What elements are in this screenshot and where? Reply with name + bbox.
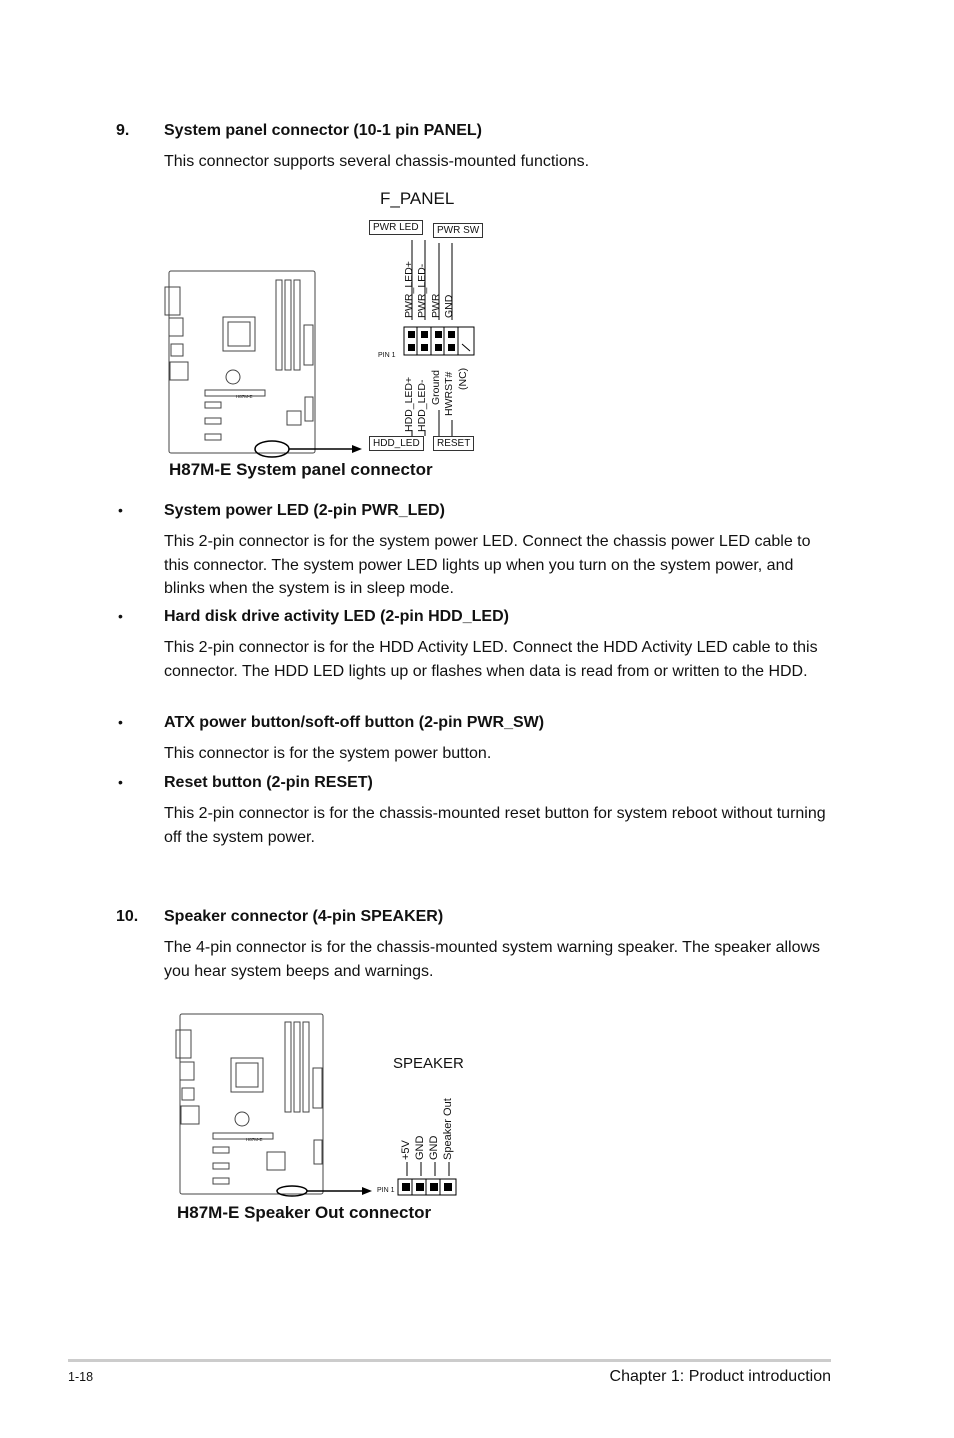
section-9-intro: This connector supports several chassis-mounted functions.	[164, 153, 590, 170]
board-silkscreen-label-bottom: H87M-E	[246, 1137, 263, 1142]
pin-label-ground: Ground	[430, 369, 442, 405]
pwr-led-group-label: PWR LED	[369, 220, 423, 235]
pin-label-pwr-led-plus: PWR_LED+	[403, 261, 415, 318]
speaker-pin-label-5v: +5V	[400, 1140, 412, 1160]
bullet-marker: •	[118, 774, 123, 790]
speaker-pin-header	[398, 1179, 456, 1195]
bullet-title-hdd-led: Hard disk drive activity LED (2-pin HDD_LED)	[164, 608, 509, 625]
pin-label-hwrst: HWRST#	[443, 371, 455, 416]
section-10-number: 10.	[116, 908, 139, 925]
speaker-pin1-label: PIN 1	[377, 1187, 395, 1194]
section-9-title: System panel connector (10-1 pin PANEL)	[164, 122, 482, 139]
pin-label-gnd: GND	[443, 294, 455, 318]
f-panel-connector-name: F_PANEL	[380, 189, 455, 208]
f-panel-caption: H87M-E System panel connector	[169, 460, 433, 479]
pin-label-nc: (NC)	[457, 367, 469, 390]
pin-label-hdd-led-plus: HDD_LED+	[403, 376, 415, 432]
f-panel-pin1-label: PIN 1	[378, 352, 396, 359]
chapter-title: Chapter 1: Product introduction	[609, 1368, 831, 1385]
section-9-number: 9.	[116, 122, 130, 139]
board-silkscreen-label-top: H87M-E	[236, 394, 253, 399]
speaker-caption: H87M-E Speaker Out connector	[177, 1203, 432, 1222]
pin-label-pwr-led-minus: PWR_LED-	[416, 263, 428, 318]
f-panel-pin-header	[404, 327, 474, 355]
section-10-title: Speaker connector (4-pin SPEAKER)	[164, 908, 444, 925]
speaker-connector-name: SPEAKER	[393, 1055, 464, 1072]
bullet-title-pwr-sw: ATX power button/soft-off button (2-pin PWR_SW)	[164, 714, 545, 731]
pwr-sw-group-label: PWR SW	[433, 223, 483, 238]
bullet-marker: •	[118, 502, 123, 518]
bullet-title-pwr-led: System power LED (2-pin PWR_LED)	[164, 502, 445, 519]
speaker-pin-label-gnd-2: GND	[428, 1135, 440, 1160]
speaker-pin-label-gnd-1: GND	[414, 1135, 426, 1160]
hdd-led-group-label: HDD_LED	[369, 436, 424, 451]
pin-label-hdd-led-minus: HDD_LED-	[416, 379, 428, 432]
bullet-text-reset: This 2-pin connector is for the chassis-mounted reset button for system reboot without turning off the system power.	[164, 805, 826, 846]
motherboard-illustration-top	[165, 271, 315, 457]
bullet-text-pwr-sw: This connector is for the system power button.	[164, 745, 492, 762]
reset-group-label: RESET	[433, 436, 474, 451]
bullet-title-reset: Reset button (2-pin RESET)	[164, 774, 373, 791]
bullet-text-pwr-led: This 2-pin connector is for the system power LED. Connect the chassis power LED cable to this connector. The system power LED lights up when you turn on the system power, and blinks when the system is in sleep mode.	[164, 533, 811, 597]
bullet-marker: •	[118, 714, 123, 730]
section-10-intro: The 4-pin connector is for the chassis-mounted system warning speaker. The speaker allows you hear system beeps and warnings.	[164, 939, 821, 980]
page-number: 1-18	[68, 1370, 94, 1384]
motherboard-illustration-bottom	[176, 1014, 323, 1196]
pin-label-pwr: PWR	[430, 293, 442, 318]
bullet-text-hdd-led: This 2-pin connector is for the HDD Activity LED. Connect the HDD Activity LED cable to this connector. The HDD LED lights up or flashes when data is read from or written to the HDD.	[164, 639, 818, 680]
footer-rule	[68, 1359, 831, 1362]
speaker-pin-label-speaker-out: Speaker Out	[442, 1098, 454, 1160]
bullet-marker: •	[118, 608, 123, 624]
